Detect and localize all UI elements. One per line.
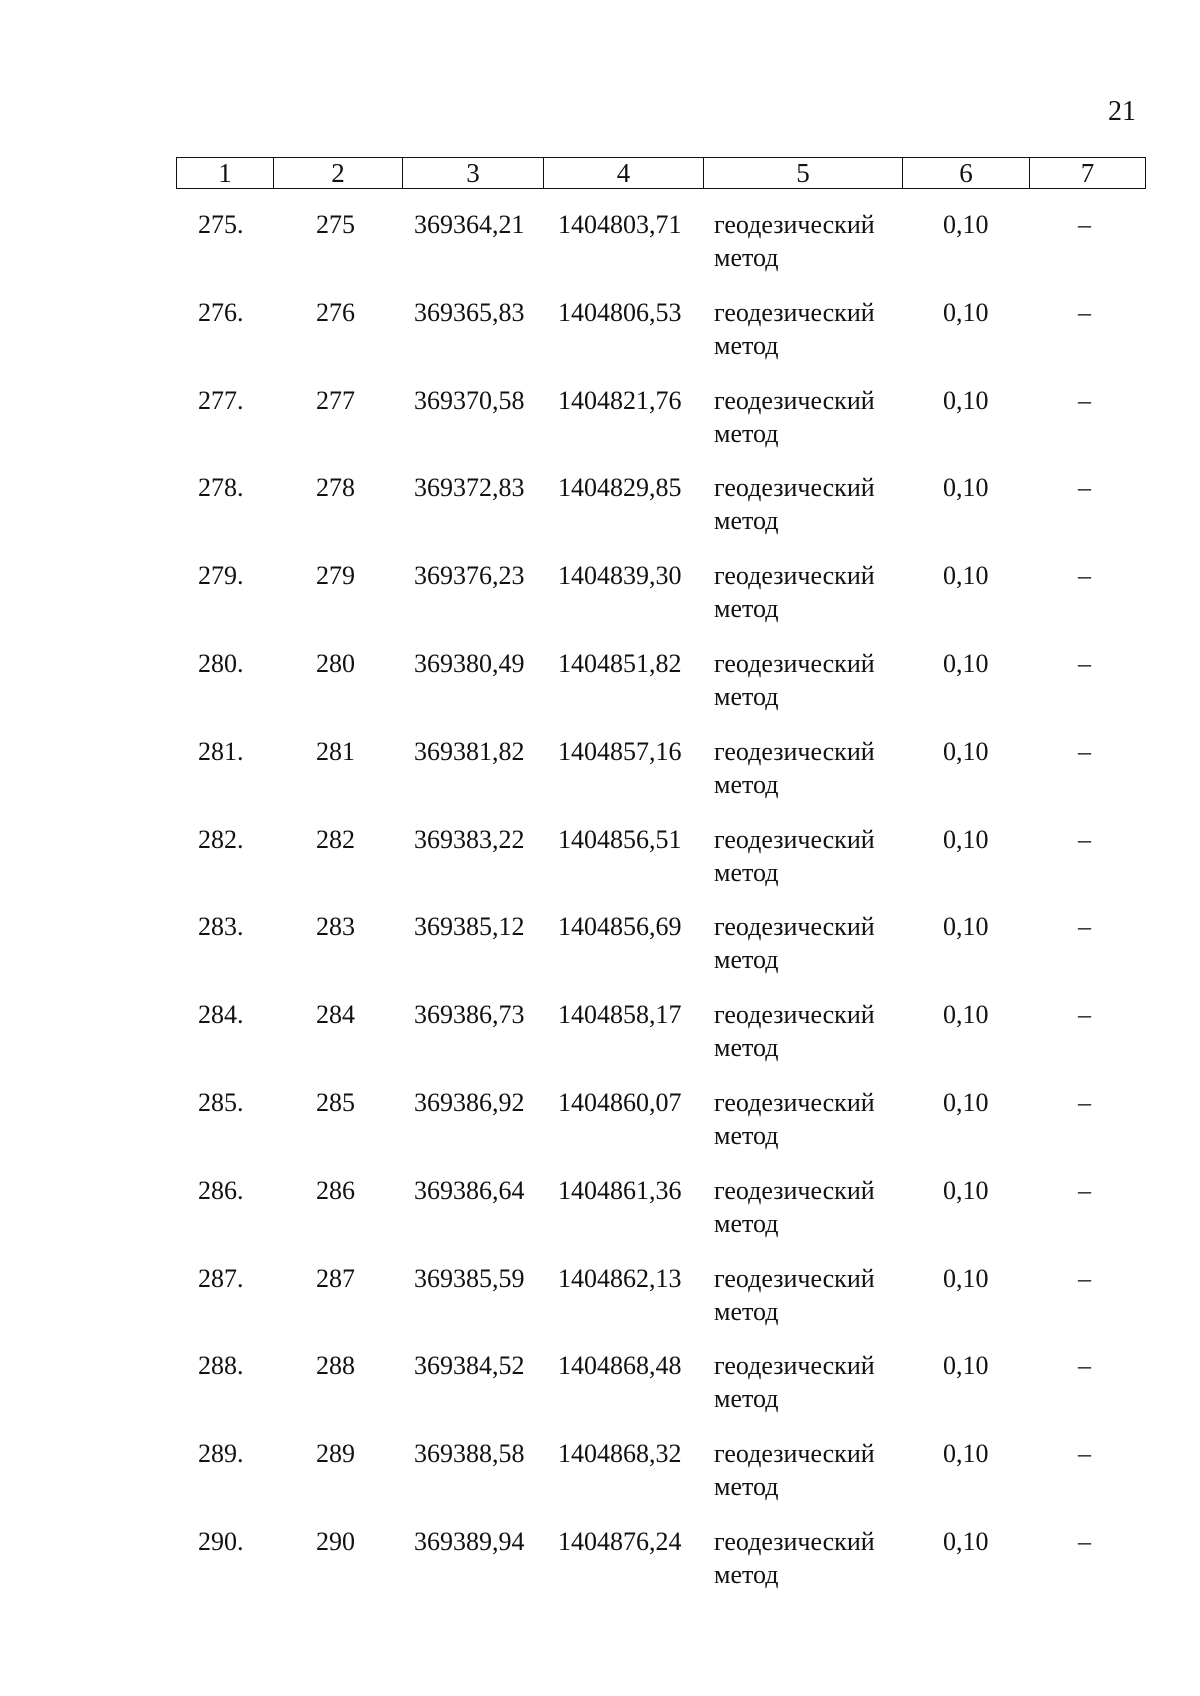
note: – xyxy=(1078,1000,1091,1030)
method xyxy=(714,559,904,625)
row-number: 275. xyxy=(198,210,244,239)
method xyxy=(714,1437,904,1503)
method-line-1: геодезический xyxy=(714,1439,875,1469)
precision: 0,10 xyxy=(943,912,989,942)
page-number: 21 xyxy=(1108,96,1136,127)
point-id: 286 xyxy=(316,1175,355,1205)
coord-x: 369372,83 xyxy=(414,473,525,503)
coord-y: 1404862,13 xyxy=(558,1263,682,1293)
row-number: 277. xyxy=(198,385,244,415)
row-number: 279. xyxy=(198,561,244,591)
table-row xyxy=(0,471,1200,559)
method-line-1: геодезический xyxy=(714,1087,875,1117)
method xyxy=(714,208,904,274)
precision: 0,10 xyxy=(943,385,989,415)
coord-y: 1404856,51 xyxy=(558,824,682,854)
method-line-1: геодезический xyxy=(714,210,875,239)
method-line-1: геодезический xyxy=(714,824,875,854)
coord-x: 369380,49 xyxy=(414,648,525,678)
table-row xyxy=(0,1086,1200,1174)
coord-x: 369383,22 xyxy=(414,824,525,854)
method-line-1: геодезический xyxy=(714,648,875,678)
header-col-1: 1 xyxy=(177,158,274,189)
method-line-1: геодезический xyxy=(714,1351,875,1381)
coord-y: 1404876,24 xyxy=(558,1526,682,1556)
precision: 0,10 xyxy=(943,1175,989,1205)
table-row xyxy=(0,998,1200,1086)
method-line-1: геодезический xyxy=(714,912,875,942)
row-number: 288. xyxy=(198,1351,244,1381)
precision: 0,10 xyxy=(943,1526,989,1556)
coord-x: 369386,64 xyxy=(414,1175,525,1205)
row-number: 290. xyxy=(198,1526,244,1556)
table-row xyxy=(0,823,1200,911)
method-line-2: метод xyxy=(714,681,779,711)
header-col-6: 6 xyxy=(903,158,1030,189)
table-row xyxy=(0,647,1200,735)
column-number-header xyxy=(176,157,1146,189)
coord-x: 369385,12 xyxy=(414,912,525,942)
row-number: 284. xyxy=(198,1000,244,1030)
point-id: 290 xyxy=(316,1526,355,1556)
point-id: 288 xyxy=(316,1351,355,1381)
method-line-1: геодезический xyxy=(714,736,875,766)
note: – xyxy=(1078,1439,1091,1469)
note: – xyxy=(1078,1526,1091,1556)
point-id: 281 xyxy=(316,736,355,766)
point-id: 278 xyxy=(316,473,355,503)
method-line-2: метод xyxy=(714,1472,779,1502)
precision: 0,10 xyxy=(943,210,989,239)
method xyxy=(714,998,904,1064)
precision: 0,10 xyxy=(943,1351,989,1381)
table-row xyxy=(0,1262,1200,1350)
header-col-5: 5 xyxy=(704,158,903,189)
coord-x: 369381,82 xyxy=(414,736,525,766)
header-col-4: 4 xyxy=(544,158,704,189)
row-number: 281. xyxy=(198,736,244,766)
method-line-2: метод xyxy=(714,1559,779,1589)
table-row xyxy=(0,910,1200,998)
note: – xyxy=(1078,1351,1091,1381)
coord-x: 369388,58 xyxy=(414,1439,525,1469)
row-number: 283. xyxy=(198,912,244,942)
note: – xyxy=(1078,824,1091,854)
table-row xyxy=(0,296,1200,384)
coord-y: 1404803,71 xyxy=(558,210,682,239)
method-line-2: метод xyxy=(714,594,779,624)
coord-y: 1404829,85 xyxy=(558,473,682,503)
precision: 0,10 xyxy=(943,297,989,327)
point-id: 282 xyxy=(316,824,355,854)
coord-x: 369376,23 xyxy=(414,561,525,591)
method-line-2: метод xyxy=(714,1120,779,1150)
method xyxy=(714,910,904,976)
header-col-2: 2 xyxy=(274,158,403,189)
method xyxy=(714,647,904,713)
method-line-2: метод xyxy=(714,1296,779,1326)
method-line-1: геодезический xyxy=(714,1175,875,1205)
method-line-1: геодезический xyxy=(714,473,875,503)
point-id: 287 xyxy=(316,1263,355,1293)
table-row xyxy=(0,735,1200,823)
table-row xyxy=(0,1437,1200,1525)
note: – xyxy=(1078,1263,1091,1293)
precision: 0,10 xyxy=(943,473,989,503)
table-row xyxy=(0,384,1200,472)
method xyxy=(714,1262,904,1328)
note: – xyxy=(1078,648,1091,678)
coord-x: 369389,94 xyxy=(414,1526,525,1556)
row-number: 280. xyxy=(198,648,244,678)
note: – xyxy=(1078,297,1091,327)
table-row xyxy=(0,559,1200,647)
point-id: 285 xyxy=(316,1087,355,1117)
note: – xyxy=(1078,561,1091,591)
point-id: 289 xyxy=(316,1439,355,1469)
coord-y: 1404856,69 xyxy=(558,912,682,942)
method-line-2: метод xyxy=(714,243,779,272)
note: – xyxy=(1078,1175,1091,1205)
point-id: 280 xyxy=(316,648,355,678)
precision: 0,10 xyxy=(943,1087,989,1117)
method-line-2: метод xyxy=(714,1033,779,1063)
note: – xyxy=(1078,385,1091,415)
method xyxy=(714,735,904,801)
row-number: 287. xyxy=(198,1263,244,1293)
coord-x: 369385,59 xyxy=(414,1263,525,1293)
coord-y: 1404806,53 xyxy=(558,297,682,327)
precision: 0,10 xyxy=(943,561,989,591)
method-line-1: геодезический xyxy=(714,297,875,327)
method-line-2: метод xyxy=(714,1208,779,1238)
point-id: 277 xyxy=(316,385,355,415)
method-line-1: геодезический xyxy=(714,385,875,415)
note: – xyxy=(1078,736,1091,766)
note: – xyxy=(1078,210,1091,239)
row-number: 285. xyxy=(198,1087,244,1117)
row-number: 276. xyxy=(198,297,244,327)
precision: 0,10 xyxy=(943,824,989,854)
coord-y: 1404861,36 xyxy=(558,1175,682,1205)
method xyxy=(714,471,904,537)
method-line-1: геодезический xyxy=(714,561,875,591)
coord-x: 369386,92 xyxy=(414,1087,525,1117)
point-id: 284 xyxy=(316,1000,355,1030)
method-line-2: метод xyxy=(714,769,779,799)
coordinates-table-body xyxy=(0,208,1200,1613)
point-id: 275 xyxy=(316,210,355,239)
coord-y: 1404858,17 xyxy=(558,1000,682,1030)
coord-x: 369384,52 xyxy=(414,1351,525,1381)
table-row xyxy=(0,1525,1200,1613)
method-line-1: геодезический xyxy=(714,1263,875,1293)
table-row xyxy=(0,1349,1200,1437)
row-number: 286. xyxy=(198,1175,244,1205)
method xyxy=(714,823,904,889)
point-id: 279 xyxy=(316,561,355,591)
header-col-7: 7 xyxy=(1030,158,1146,189)
coord-y: 1404868,32 xyxy=(558,1439,682,1469)
coord-y: 1404860,07 xyxy=(558,1087,682,1117)
coord-y: 1404851,82 xyxy=(558,648,682,678)
note: – xyxy=(1078,912,1091,942)
coord-y: 1404839,30 xyxy=(558,561,682,591)
header-row xyxy=(177,158,1146,189)
note: – xyxy=(1078,473,1091,503)
row-number: 282. xyxy=(198,824,244,854)
precision: 0,10 xyxy=(943,736,989,766)
coord-x: 369364,21 xyxy=(414,210,525,239)
method xyxy=(714,296,904,362)
precision: 0,10 xyxy=(943,1263,989,1293)
precision: 0,10 xyxy=(943,648,989,678)
method xyxy=(714,384,904,450)
point-id: 276 xyxy=(316,297,355,327)
precision: 0,10 xyxy=(943,1439,989,1469)
method-line-1: геодезический xyxy=(714,1526,875,1556)
coord-y: 1404821,76 xyxy=(558,385,682,415)
row-number: 278. xyxy=(198,473,244,503)
coord-x: 369370,58 xyxy=(414,385,525,415)
method-line-2: метод xyxy=(714,506,779,536)
method-line-2: метод xyxy=(714,945,779,975)
method-line-1: геодезический xyxy=(714,1000,875,1030)
coord-y: 1404868,48 xyxy=(558,1351,682,1381)
note: – xyxy=(1078,1087,1091,1117)
coord-x: 369386,73 xyxy=(414,1000,525,1030)
coord-x: 369365,83 xyxy=(414,297,525,327)
method xyxy=(714,1349,904,1415)
method-line-2: метод xyxy=(714,330,779,360)
precision: 0,10 xyxy=(943,1000,989,1030)
row-number: 289. xyxy=(198,1439,244,1469)
table-row xyxy=(0,208,1200,296)
table-row xyxy=(0,1174,1200,1262)
point-id: 283 xyxy=(316,912,355,942)
method xyxy=(714,1174,904,1240)
method-line-2: метод xyxy=(714,1384,779,1414)
coord-y: 1404857,16 xyxy=(558,736,682,766)
method-line-2: метод xyxy=(714,418,779,448)
header-col-3: 3 xyxy=(403,158,544,189)
method-line-2: метод xyxy=(714,857,779,887)
method xyxy=(714,1086,904,1152)
method xyxy=(714,1525,904,1591)
